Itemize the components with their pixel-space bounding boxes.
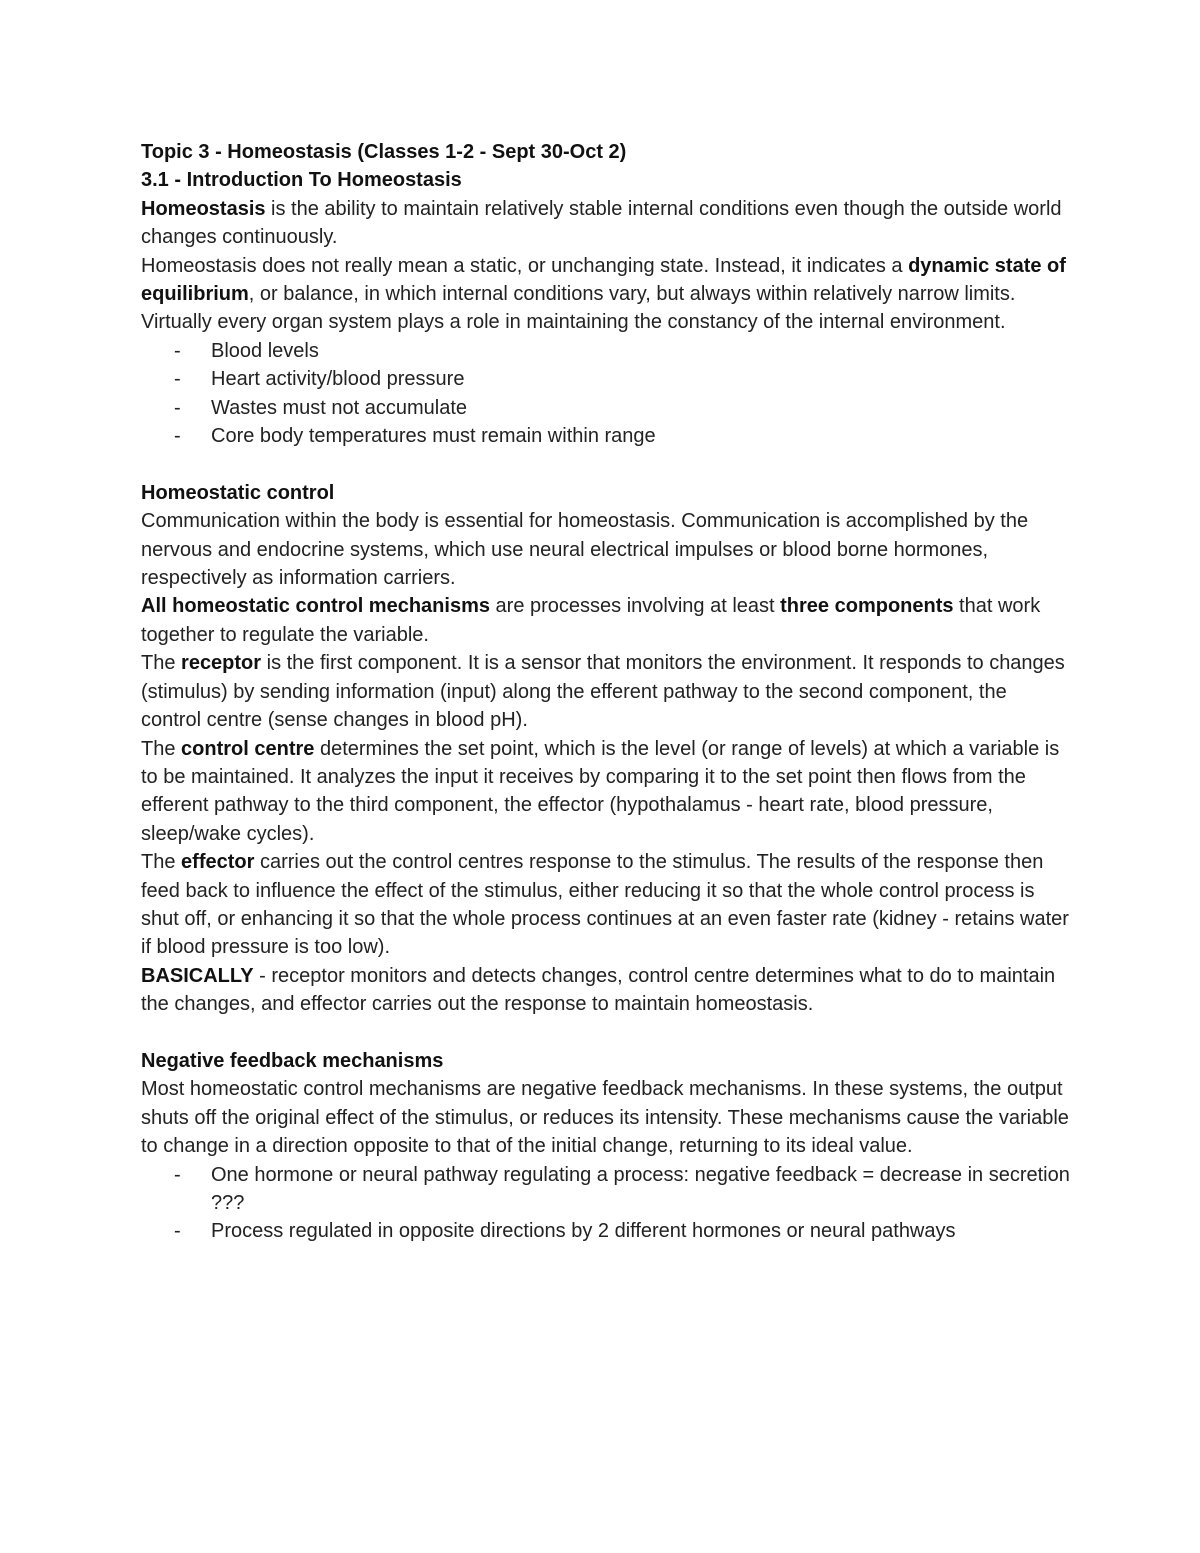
paragraph-basically [141, 962, 1071, 1019]
list-item-text: Wastes must not accumulate [211, 396, 468, 419]
paragraph-text: The [141, 652, 182, 675]
list-item [141, 365, 1071, 393]
document-page [141, 138, 1071, 1246]
dash-bullet: - [174, 368, 181, 391]
paragraph-text: The [141, 851, 182, 874]
list-item [141, 337, 1071, 365]
list-item [141, 1161, 1071, 1218]
list-item-text: Heart activity/blood pressure [211, 368, 465, 391]
list-item [141, 1217, 1071, 1245]
paragraph-control-centre [141, 735, 1071, 849]
document-title: Topic 3 - Homeostasis (Classes 1-2 - Sept 30-Oct 2) [141, 141, 627, 163]
paragraph-text: - receptor monitors and detects changes, control centre determines what to do to maintain the changes, and effector carries out the response to maintain homeostasis. [141, 964, 1056, 1016]
term-three-components: three components [780, 595, 954, 618]
term-receptor: receptor [181, 652, 262, 675]
paragraph-text: is the ability to maintain relatively stable internal conditions even though the outside world changes continuously. [141, 197, 1062, 249]
list-item-text: Process regulated in opposite directions by 2 different hormones or neural pathways [211, 1220, 956, 1243]
paragraph-effector [141, 848, 1071, 962]
paragraph-communication: Communication within the body is essential for homeostasis. Communication is accomplished by the nervous and endocrine systems, which use neural electrical impulses or blood borne hormones, respectively as information carriers. [141, 510, 1029, 590]
term-basically: BASICALLY [141, 964, 254, 987]
paragraph-three-components [141, 592, 1071, 649]
paragraph-text: , or balance, in which internal conditions vary, but always within relatively narrow limits. [248, 283, 1016, 306]
paragraph-organ-systems: Virtually every organ system plays a role in maintaining the constancy of the internal environment. [141, 311, 1006, 334]
term-control-centre: control centre [181, 737, 315, 760]
dash-bullet: - [174, 396, 181, 419]
term-dynamic-equilibrium: dynamic state of equilibrium [141, 254, 1066, 306]
list-item [141, 422, 1071, 450]
section-heading-homeostatic-control: Homeostatic control [141, 481, 335, 504]
term-homeostasis: Homeostasis [141, 197, 266, 220]
paragraph-dynamic-equilibrium [141, 252, 1071, 309]
paragraph-negative-feedback: Most homeostatic control mechanisms are negative feedback mechanisms. In these systems, the output shuts off the original effect of the stimulus, or reduces its intensity. These mechanisms cause the variable to change in a direction opposite to that of the initial change, returning to its ideal value. [141, 1078, 1069, 1158]
list-item-text: Blood levels [211, 339, 319, 362]
spacer [141, 450, 1071, 478]
list-item-text: Core body temperatures must remain within range [211, 425, 656, 448]
paragraph-text: Homeostasis does not really mean a static, or unchanging state. Instead, it indicates a [141, 254, 909, 277]
term-effector: effector [181, 851, 255, 874]
spacer [141, 1019, 1071, 1047]
negative-feedback-list [141, 1161, 1071, 1246]
paragraph-text: is the first component. It is a sensor that monitors the environment. It responds to changes (stimulus) by sending information (input) along the efferent pathway to the second component, the control centre (sense changes in blood pH). [141, 652, 1065, 732]
dash-bullet: - [174, 425, 181, 448]
paragraph-receptor [141, 649, 1071, 734]
paragraph-text: are processes involving at least [489, 595, 781, 618]
paragraph-text: that work together to regulate the variable. [141, 595, 1041, 646]
list-item-text: One hormone or neural pathway regulating a process: negative feedback = decrease in secretion ??? [211, 1163, 1070, 1214]
dash-bullet: - [174, 1163, 181, 1186]
term-control-mechanisms: All homeostatic control mechanisms [141, 595, 490, 618]
dash-bullet: - [174, 1220, 181, 1243]
dash-bullet: - [174, 339, 181, 362]
paragraph-homeostasis-definition [141, 195, 1071, 252]
section-heading-negative-feedback: Negative feedback mechanisms [141, 1049, 444, 1072]
paragraph-text: The [141, 737, 182, 760]
list-item [141, 394, 1071, 422]
internal-environment-list [141, 337, 1071, 451]
paragraph-text: determines the set point, which is the level (or range of levels) at which a variable is to be maintained. It analyzes the input it receives by comparing it to the set point then flows from the efferent pathway to the third component, the effector (hypothalamus - heart rate, blood pressure, sleep/wake cycles). [141, 737, 1060, 845]
section-heading-introduction: 3.1 - Introduction To Homeostasis [141, 169, 462, 192]
paragraph-text: carries out the control centres response to the stimulus. The results of the response then feed back to influence the effect of the stimulus, either reducing it so that the whole control process is shut off, or enhancing it so that the whole process continues at an even faster rate (kidney - retains water if blood pressure is too low). [141, 851, 1069, 959]
